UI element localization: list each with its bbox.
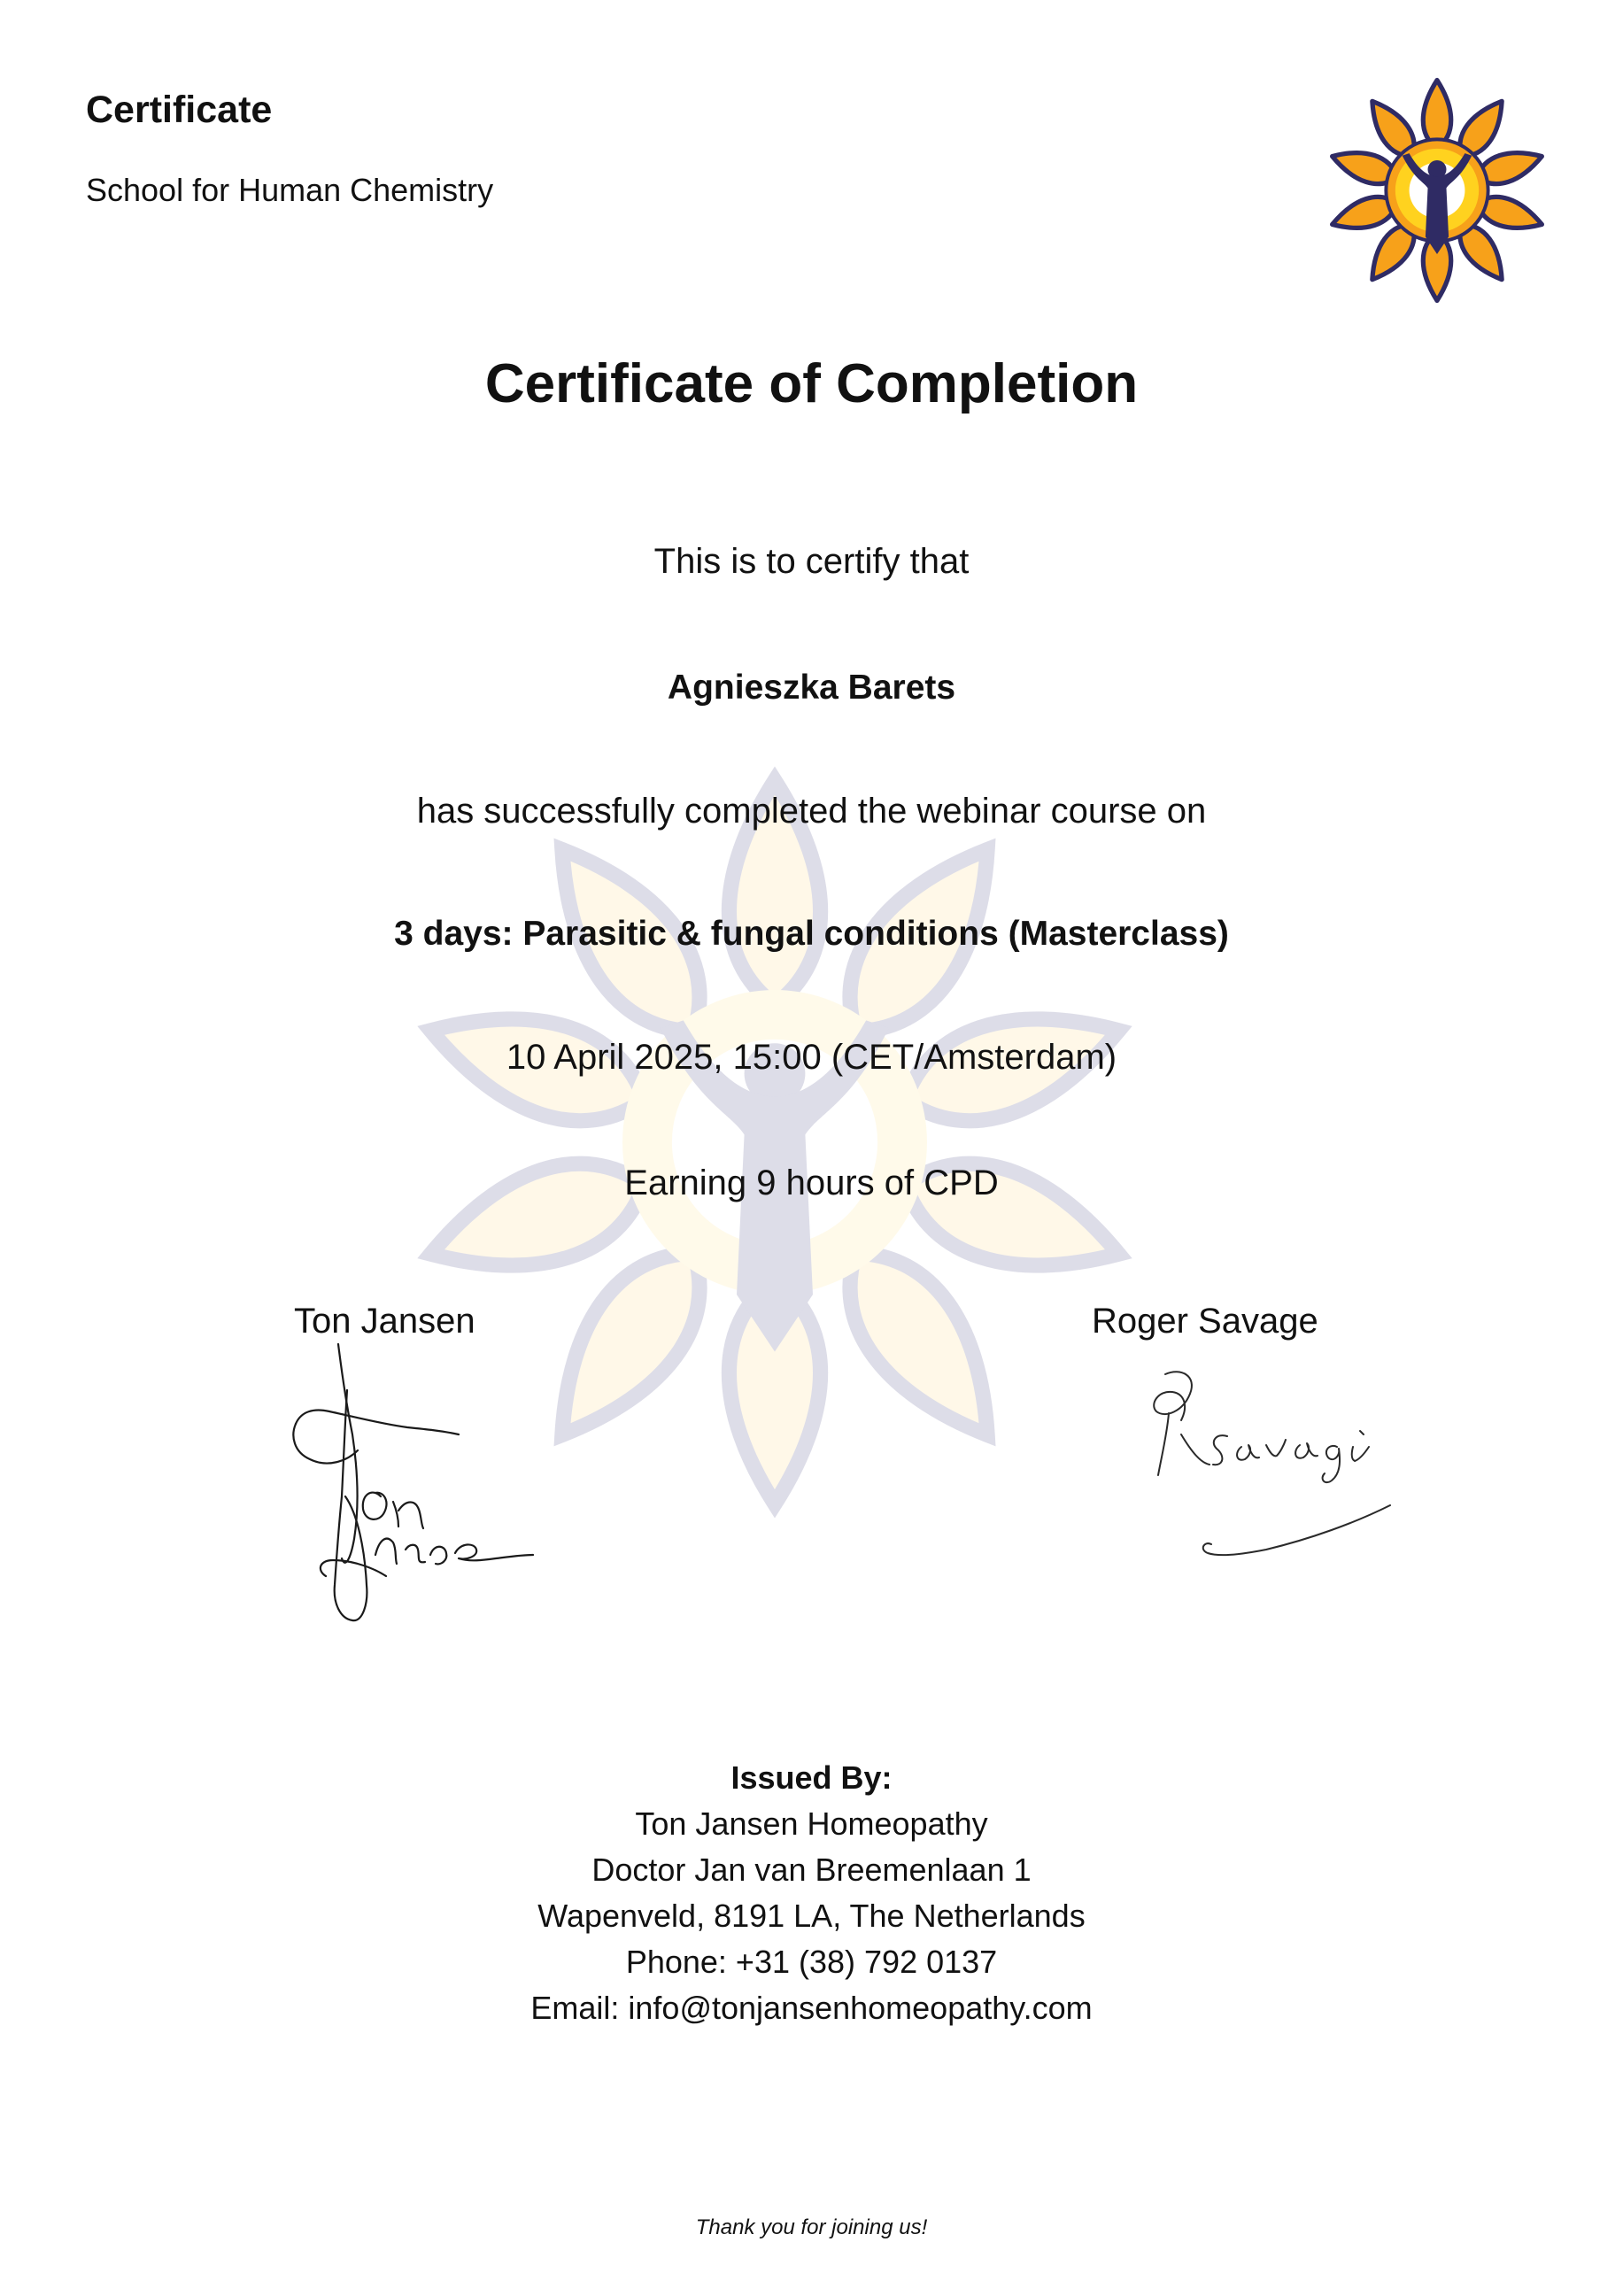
- issuer-email: Email: info@tonjansenhomeopathy.com: [530, 1990, 1093, 2026]
- certificate-title: Certificate of Completion: [484, 353, 1139, 414]
- left-signature-icon: [283, 1337, 584, 1629]
- right-signature-icon: [1142, 1364, 1443, 1585]
- header-title: Certificate: [86, 89, 273, 131]
- issuer-organization: Ton Jansen Homeopathy: [635, 1805, 988, 1842]
- issuer-address-line2: Wapenveld, 8191 LA, The Netherlands: [537, 1898, 1086, 1934]
- cpd-hours: Earning 9 hours of CPD: [624, 1163, 999, 1202]
- certify-text: This is to certify that: [653, 542, 970, 581]
- recipient-name: Agnieszka Barets: [667, 669, 956, 707]
- left-signatory-name: Ton Jansen: [294, 1302, 475, 1341]
- school-name: School for Human Chemistry: [86, 172, 494, 208]
- footer-thanks: Thank you for joining us!: [695, 2215, 928, 2239]
- issuer-block: [0, 1755, 1623, 2031]
- right-signatory-name: Roger Savage: [1092, 1302, 1318, 1341]
- issuer-address-line1: Doctor Jan van Breemenlaan 1: [591, 1851, 1032, 1888]
- issuer-phone: Phone: +31 (38) 792 0137: [625, 1944, 998, 1980]
- issued-by-heading: Issued By:: [730, 1759, 893, 1796]
- course-title: 3 days: Parasitic & fungal conditions (Masterclass): [394, 915, 1229, 953]
- course-date: 10 April 2025, 15:00 (CET/Amsterdam): [506, 1038, 1117, 1077]
- sunflower-person-logo-icon: [1318, 74, 1557, 306]
- completion-text: has successfully completed the webinar course on: [416, 792, 1207, 831]
